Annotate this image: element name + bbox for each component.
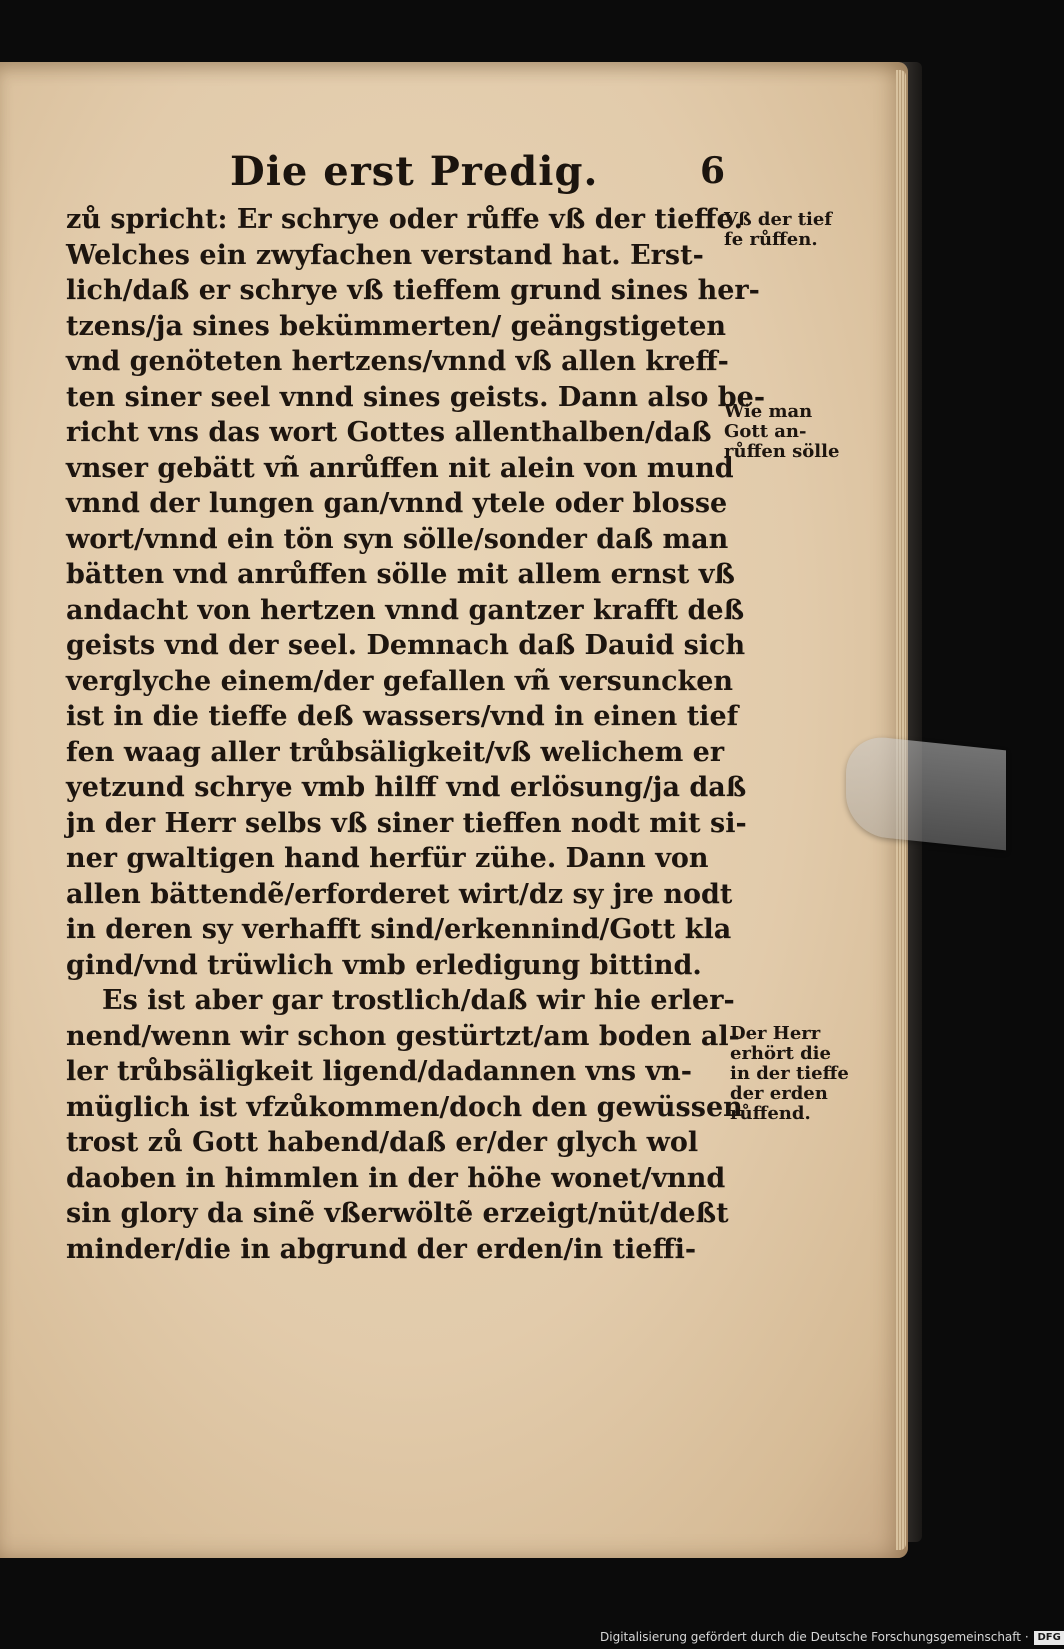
text-line: ten siner seel vnnd sines geists. Dann also be- (66, 381, 766, 413)
marginal-line: erhört die (730, 1043, 831, 1064)
text-line: zů spricht: Er schrye oder růffe vß der tieffe. (66, 204, 744, 235)
marginal-line: Gott an- (724, 421, 807, 442)
text-line: sin glory da sinẽ vßerwöltẽ erzeigt/nüt/deßt (66, 1198, 729, 1229)
marginal-line: in der tieffe (730, 1063, 849, 1084)
text-line: gind/vnd trüwlich vmb erledigung bittind. (66, 949, 702, 981)
text-line: minder/die in abgrund der erden/in tieffi- (66, 1233, 697, 1265)
plastic-bookmark-tab (846, 734, 1006, 851)
text-line: wort/vnnd ein tön syn sölle/sonder daß man (66, 523, 729, 555)
marginal-note-3 (730, 1024, 860, 1124)
text-line: nend/wenn wir schon gestürtzt/am boden al- (66, 1020, 740, 1052)
text-line: bätten vnd anrůffen sölle mit allem ernst vß (66, 559, 735, 590)
text-line: verglyche einem/der gefallen vñ versuncken (66, 665, 734, 697)
marginal-line: der erden (730, 1083, 828, 1104)
text-line: daoben in himmlen in der höhe wonet/vnnd (66, 1162, 726, 1194)
text-line: vnd genöteten hertzens/vnnd vß allen kreff- (66, 346, 729, 377)
digitization-credit (600, 1630, 1061, 1648)
text-line: andacht von hertzen vnnd gantzer krafft deß (66, 594, 745, 626)
text-line: fen waag aller trůbsäligkeit/vß welichem er (66, 736, 725, 768)
marginal-line: růffend. (730, 1103, 811, 1124)
marginal-note-1 (724, 210, 864, 250)
running-head-title: Die erst Predig. (230, 148, 599, 195)
text-line: jn der Herr selbs vß siner tieffen nodt mit si- (66, 807, 747, 839)
folio-number: 6 (700, 150, 726, 192)
text-line: trost zů Gott habend/daß er/der glych wol (66, 1127, 699, 1158)
text-line: allen bättendẽ/erforderet wirt/dz sy jre nodt (66, 878, 733, 910)
marginal-line: fe růffen. (724, 229, 818, 250)
text-line: lich/daß er schrye vß tieffem grund sines her- (66, 275, 760, 306)
text-line: geists vnd der seel. Demnach daß Dauid sich (66, 630, 746, 661)
text-line: ler trůbsäligkeit ligend/dadannen vns vn- (66, 1056, 692, 1087)
text-line: ist in die tieffe deß wassers/vnd in einen tief (66, 701, 739, 732)
text-line: tzens/ja sines bekümmerten/ geängstigeten (66, 310, 727, 342)
text-line: vnser gebätt vñ anrůffen nit alein von mund (66, 452, 734, 484)
text-line: müglich ist vfzůkommen/doch den gewüssen (66, 1091, 743, 1123)
marginal-line: Wie man (724, 401, 813, 422)
marginal-note-2 (724, 402, 864, 462)
text-line: richt vns das wort Gottes allenthalben/daß (66, 417, 712, 448)
marginal-line: Vß der tief (724, 209, 833, 230)
marginal-line: Der Herr (730, 1023, 821, 1044)
text-line: Welches ein zwyfachen verstand hat. Erst- (66, 239, 704, 271)
text-line: yetzund schrye vmb hilff vnd erlösung/ja daß (66, 772, 747, 803)
text-line: vnnd der lungen gan/vnnd ytele oder blosse (66, 488, 728, 519)
text-line: in deren sy verhafft sind/erkennind/Gott kla (66, 914, 732, 945)
credit-text: Digitalisierung gefördert durch die Deutsche Forschungsgemeinschaft · (600, 1630, 1029, 1644)
text-line: Es ist aber gar trostlich/daß wir hie erler- (102, 985, 735, 1016)
marginal-line: růffen sölle (724, 441, 840, 462)
dfg-logo-badge: DFG (1034, 1631, 1063, 1645)
text-line: ner gwaltigen hand herfür zühe. Dann von (66, 843, 709, 874)
